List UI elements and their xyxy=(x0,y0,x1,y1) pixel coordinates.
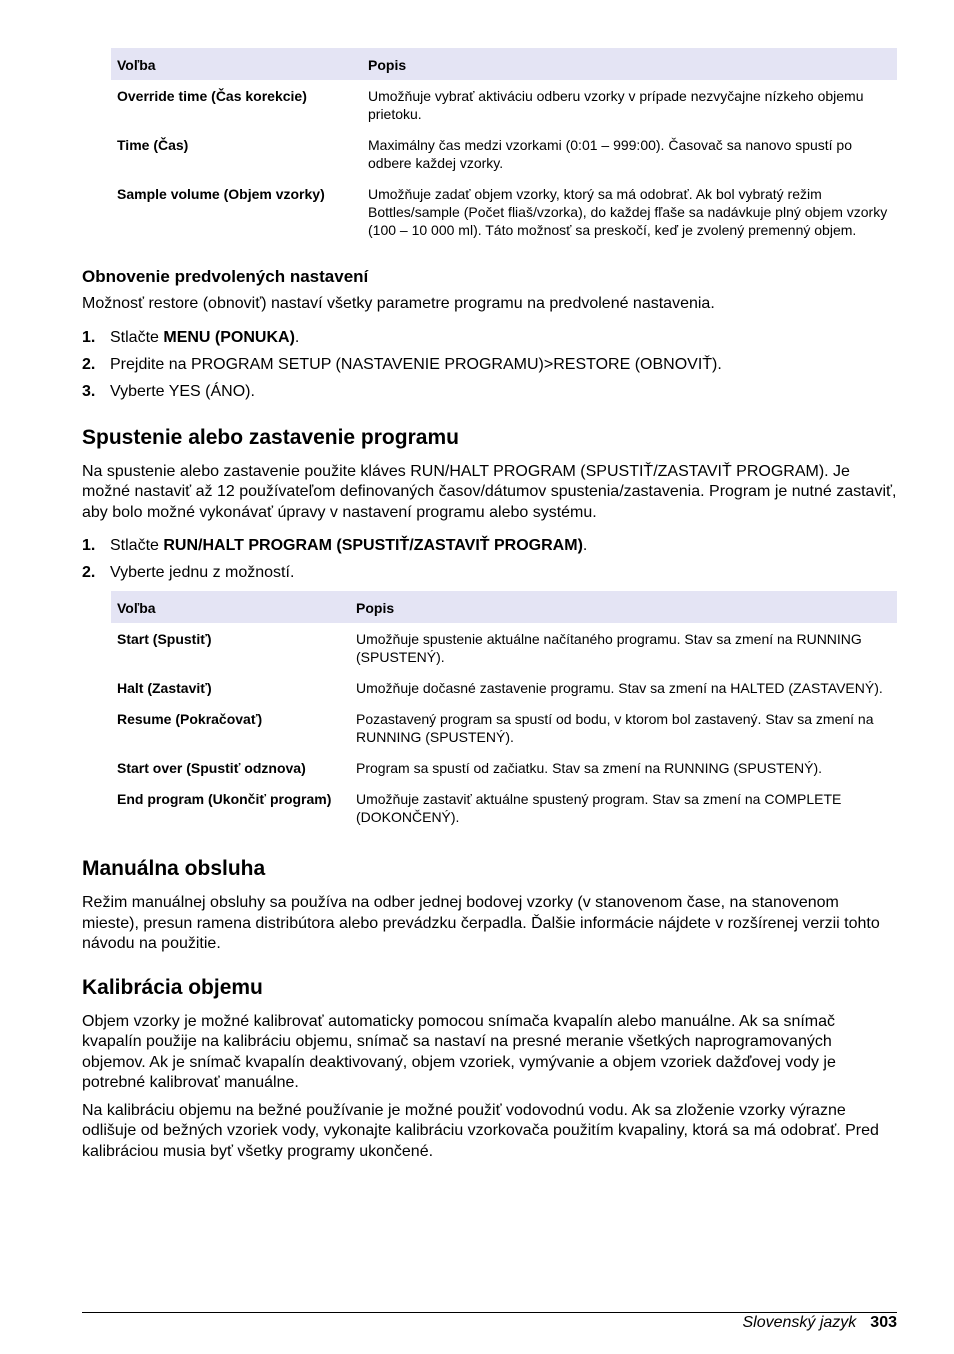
table-row xyxy=(111,178,897,245)
option-name: Start over (Spustiť odznova) xyxy=(117,760,306,776)
option-description: Program sa spustí od začiatku. Stav sa zmení na RUNNING (SPUSTENÝ). xyxy=(356,760,823,776)
table-row xyxy=(111,672,897,703)
page-number: 303 xyxy=(870,1314,897,1331)
option-name: Sample volume (Objem vzorky) xyxy=(117,186,325,202)
page-footer xyxy=(82,1312,897,1331)
column-header-description: Popis xyxy=(350,591,897,623)
table-row xyxy=(111,129,897,178)
option-description: Umožňuje dočasné zastavenie programu. Stav sa zmení na HALTED (ZASTAVENÝ). xyxy=(356,680,883,696)
option-description: Umožňuje vybrať aktiváciu odberu vzorky v prípade nezvyčajne nízkeho objemu prietoku. xyxy=(368,88,864,122)
restore-intro: Možnosť restore (obnoviť) nastaví všetky parametre programu na predvolené nastavenia. xyxy=(82,295,715,312)
list-item xyxy=(82,355,897,375)
footer-text xyxy=(742,1313,897,1333)
volume-calibration-text: Objem vzorky je možné kalibrovať automaticky pomocou snímača kvapalín alebo manuálne. Ak sa snímač kvapalín použije na kalibráciu objemu, snímač sa nastaví na presné meranie všetkých naprogramovaných objemov. Ak je snímač kvapalín deaktivovaný, objem vzoriek, vymývanie a objem vzoriek dažďovej vody je potrebné kalibrovať manuálne. xyxy=(82,1012,836,1091)
column-header-option: Voľba xyxy=(111,591,350,623)
step-text: Prejdite na PROGRAM SETUP (NASTAVENIE PROGRAMU)>RESTORE (OBNOVIŤ). xyxy=(110,355,722,373)
step-text: Stlačte xyxy=(110,328,164,346)
step-key-label: MENU (PONUKA) xyxy=(163,328,295,346)
step-number: 3. xyxy=(82,382,96,400)
option-name: Resume (Pokračovať) xyxy=(117,711,263,727)
option-name: Override time (Čas korekcie) xyxy=(117,88,307,104)
list-item xyxy=(82,563,897,583)
option-description: Umožňuje zadať objem vzorky, ktorý sa má odobrať. Ak bol vybratý režim Bottles/sample (Počet fliaš/vzorka), do každej fľaše sa nadávkuje plný objem vzorky (100 – 10 000 ml). Táto možnosť sa preskočí, keď je zvolený premenný objem. xyxy=(368,186,888,238)
column-header-description: Popis xyxy=(362,48,897,80)
step-number: 1. xyxy=(82,328,96,346)
table-header-row xyxy=(111,591,897,623)
options-table-run-halt xyxy=(111,591,897,832)
option-description: Maximálny čas medzi vzorkami (0:01 – 999:00). Časovač sa nanovo spustí po odbere každej vzorky. xyxy=(368,137,853,171)
option-name: Time (Čas) xyxy=(117,137,189,153)
table-row xyxy=(111,623,897,672)
restore-heading: Obnovenie predvolených nastavení xyxy=(82,267,369,286)
step-text-end: . xyxy=(582,537,588,554)
footer-language: Slovenský jazyk xyxy=(742,1314,857,1331)
volume-calibration-text-2: Na kalibráciu objemu na bežné používanie je možné použiť vodovodnú vodu. Ak sa zloženie vzorky výrazne odlišuje od bežných vzoriek vody, vykonajte kalibráciu vzorkovača použitím kvapaliny, ktorá sa má odobrať. Pred kalibráciou musia byť všetky programy ukončené. xyxy=(82,1101,879,1160)
table-row xyxy=(111,752,897,783)
table-row xyxy=(111,80,897,129)
page-content xyxy=(82,48,897,1162)
step-key-label: RUN/HALT PROGRAM (SPUSTIŤ/ZASTAVIŤ PROGRAM) xyxy=(163,537,583,554)
options-table-sampling xyxy=(111,48,897,245)
restore-steps xyxy=(82,328,897,402)
list-item xyxy=(82,328,897,348)
step-number: 2. xyxy=(82,355,96,373)
step-number: 1. xyxy=(82,537,96,554)
run-halt-heading: Spustenie alebo zastavenie programu xyxy=(82,425,459,449)
option-name: Start (Spustiť) xyxy=(117,631,212,647)
step-text: Vyberte YES (ÁNO). xyxy=(110,382,255,400)
step-text: Vyberte jednu z možností. xyxy=(110,564,295,581)
option-description: Umožňuje spustenie aktuálne načítaného programu. Stav sa zmení na RUNNING (SPUSTENÝ). xyxy=(356,631,862,665)
table-row xyxy=(111,783,897,832)
run-halt-steps xyxy=(82,536,897,583)
run-halt-intro: Na spustenie alebo zastavenie použite kláves RUN/HALT PROGRAM (SPUSTIŤ/ZASTAVIŤ PROGRAM). Je možné nastaviť až 12 používateľom definovaných časov/dátumov spustenia/zastavenia. Program je nutné zastaviť, aby bolo možné vykonávať úpravy v nastavení programu alebo systému. xyxy=(82,462,897,521)
list-item xyxy=(82,536,897,556)
step-number: 2. xyxy=(82,564,96,581)
manual-operation-heading: Manuálna obsluha xyxy=(82,857,266,880)
volume-calibration-heading: Kalibrácia objemu xyxy=(82,975,263,999)
option-description: Pozastavený program sa spustí od bodu, v ktorom bol zastavený. Stav sa zmení na RUNNING (SPUSTENÝ). xyxy=(356,711,874,745)
table-row xyxy=(111,703,897,752)
manual-operation-text: Režim manuálnej obsluhy sa používa na odber jednej bodovej vzorky (v stanovenom čase, na stanovenom mieste), presun ramena distribútora alebo prevádzku čerpadla. Ďalšie informácie nájdete v rozšírenej verzii tohto návodu na použitie. xyxy=(82,894,880,952)
step-text-end: . xyxy=(294,328,300,346)
table-header-row xyxy=(111,48,897,80)
option-description: Umožňuje zastaviť aktuálne spustený program. Stav sa zmení na COMPLETE (DOKONČENÝ). xyxy=(356,791,842,825)
step-text: Stlačte xyxy=(110,537,164,554)
column-header-option: Voľba xyxy=(111,48,362,80)
option-name: End program (Ukončiť program) xyxy=(117,791,332,807)
list-item xyxy=(82,382,897,402)
option-name: Halt (Zastaviť) xyxy=(117,680,212,696)
